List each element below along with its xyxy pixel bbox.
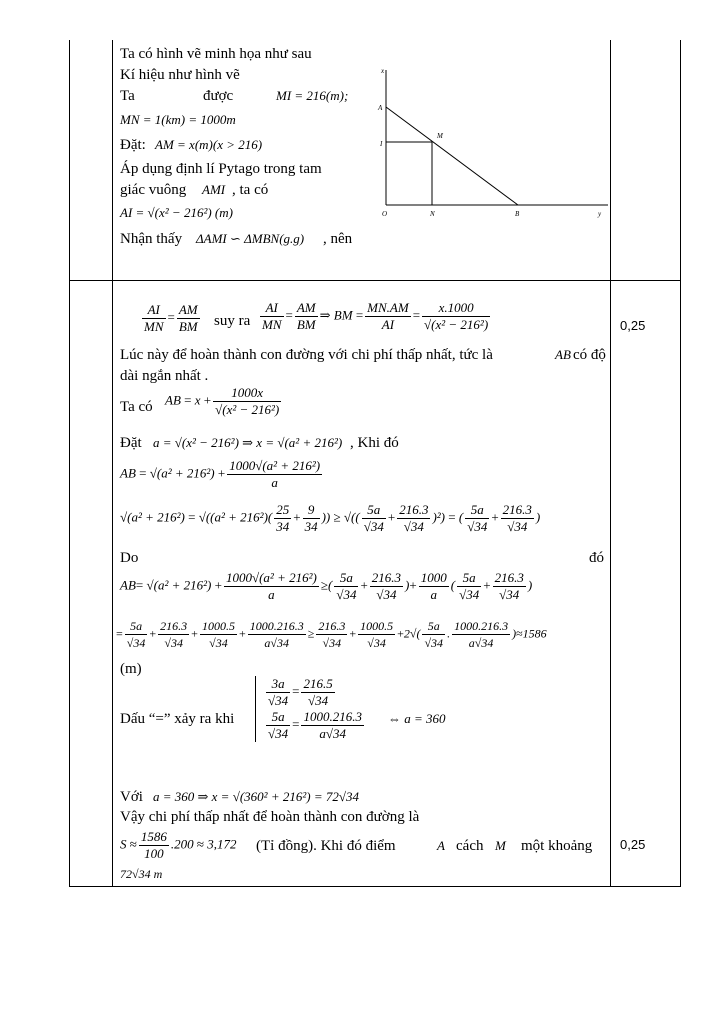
label-x: x: [381, 67, 385, 75]
segment-ab: [386, 107, 518, 205]
cost-formula: S ≈ $\frac{1586}{100}$ .200 ≈ 3,172: [120, 829, 237, 861]
a-value-result: ⇔ a = 360: [388, 711, 446, 726]
meter-unit: (m): [120, 661, 142, 677]
ta-word: Ta: [120, 88, 135, 104]
geometry-figure: [368, 60, 608, 230]
score-2: 0,25: [620, 837, 646, 852]
cach-word: cách: [456, 838, 484, 854]
do-word: Do: [120, 550, 139, 566]
ratio-formula-left: $\frac{AI}{MN}$ = $\frac{AM}{BM}$: [144, 302, 198, 334]
ab-inequality-formula: AB= √(a² + 216²) + $\frac{\text{1000√(a² + 216²)}}{a}$ ≥( $\frac{5a}{√34}$ + $\frac{216.3}{√34}$ )+ $\frac{1000}{a}$ ( $\frac{5a}{√34}$ + $\frac{216.3}{√34}$ ): [120, 570, 533, 602]
equality-condition-word: Dấu “=” xảy ra khi: [120, 711, 235, 727]
label-i: I: [380, 140, 383, 148]
ai-formula: AI = √(x² − 216²) (m): [120, 205, 233, 220]
label-m: M: [437, 132, 443, 140]
ta-co-word-2: Ta có: [120, 399, 153, 415]
substitution-formula: a = √(x² − 216²) ⇒ x = √(a² + 216²): [153, 435, 343, 450]
dat-word: Đặt:: [120, 137, 146, 153]
duoc-word: được: [203, 88, 234, 104]
mi-formula: MI = 216(m);: [276, 88, 349, 103]
triangle-word: giác vuông: [120, 182, 187, 198]
distance-formula: 72√34 m: [120, 867, 163, 881]
do-word-right: đó: [589, 550, 604, 566]
cost-unit-text: (Tỉ đồng). Khi đó điểm: [256, 838, 396, 854]
notation-line: Kí hiệu như hình vẽ: [120, 67, 240, 83]
shortest-length-line: dài ngắn nhất .: [120, 368, 209, 384]
ta-co-word: , ta có: [232, 182, 269, 198]
x-value-formula: a = 360 ⇒ x = √(360² + 216²) = 72√34: [153, 789, 359, 804]
nhan-thay-word: Nhận thấy: [120, 231, 183, 247]
point-m-symbol: M: [495, 838, 506, 853]
nen-word: , nên: [323, 231, 353, 247]
cauchy-schwarz-formula: √(a² + 216²) = √((a² + 216²)( $\frac{25}{34}$ + $\frac{9}{34}$ )) ≥ √(( $\frac{5a}{√34}$ + $\frac{216.3}{√34}$ )²) = ( $\frac{5a}{√34}$ + $\frac{216.3}{√34}$ ): [120, 502, 541, 534]
similar-formula: ΔAMI ∽ ΔMBN(g.g): [196, 231, 305, 246]
table-border-left: [69, 40, 70, 886]
shortest-path-line: Lúc này để hoàn thành con đường với chi phí thấp nhất, tức là: [120, 347, 493, 363]
score-1: 0,25: [620, 318, 646, 333]
ab-in-a-formula: AB = √(a² + 216²) + $\frac{\text{1000√(a² + 216²)}}{a}$: [120, 458, 321, 490]
khoang-word: một khoảng: [521, 838, 593, 854]
am-formula: AM = x(m)(x > 216): [155, 137, 263, 152]
voi-word: Với: [120, 789, 143, 805]
label-n: N: [430, 210, 435, 218]
ab-symbol: AB: [555, 347, 571, 362]
mn-formula: MN = 1(km) = 1000m: [120, 112, 236, 127]
label-a: A: [378, 104, 383, 112]
min-cost-line: Vậy chi phí thấp nhất để hoàn thành con đường là: [120, 809, 420, 825]
intro-line: Ta có hình vẽ minh họa như sau: [120, 46, 312, 62]
table-border-col1: [112, 40, 113, 886]
label-b: B: [515, 210, 520, 218]
label-y: y: [598, 210, 602, 218]
dat-word-2: Đặt: [120, 435, 142, 451]
table-row-divider: [69, 280, 681, 281]
min-value-formula: = $\frac{5a}{√34}$ + $\frac{216.3}{√34}$ + $\frac{1000.5}{√34}$ + $\frac{1000.216.3}{a√34}$ ≥ $\frac{216.3}{√34}$ + $\frac{1000.5}{√34}$ +2√( $\frac{5a}{√34}$ . $\frac{1000.216.3}{a√34}$ )≈1586: [116, 619, 547, 650]
table-border-right: [680, 40, 681, 886]
co-do-word: có độ: [573, 347, 606, 363]
bm-formula: $\frac{AI}{MN}$ = $\frac{AM}{BM}$ ⇒ BM = $\frac{MN.AM}{AI}$ = $\frac{x.1000}{\text{√(x² − 216²)}}$: [262, 300, 489, 332]
ab-length-formula: AB = x + $\frac{1000x}{\text{√(x² − 216²)}}$: [165, 385, 280, 417]
table-border-bottom: [69, 886, 681, 887]
equality-system: $\frac{3a}{√34}$ = $\frac{216.5}{√34}$ $\frac{5a}{√34}$ = $\frac{1000.216.3}{a√34}$: [255, 676, 366, 742]
point-a-symbol: A: [437, 838, 445, 853]
table-border-col2: [610, 40, 611, 886]
khi-do-word: , Khi đó: [350, 435, 399, 451]
triangle-name: AMI: [202, 182, 226, 197]
suy-ra-word: suy ra: [214, 313, 251, 329]
label-o: O: [382, 210, 388, 218]
pytago-line: Áp dụng định lí Pytago trong tam: [120, 161, 322, 177]
